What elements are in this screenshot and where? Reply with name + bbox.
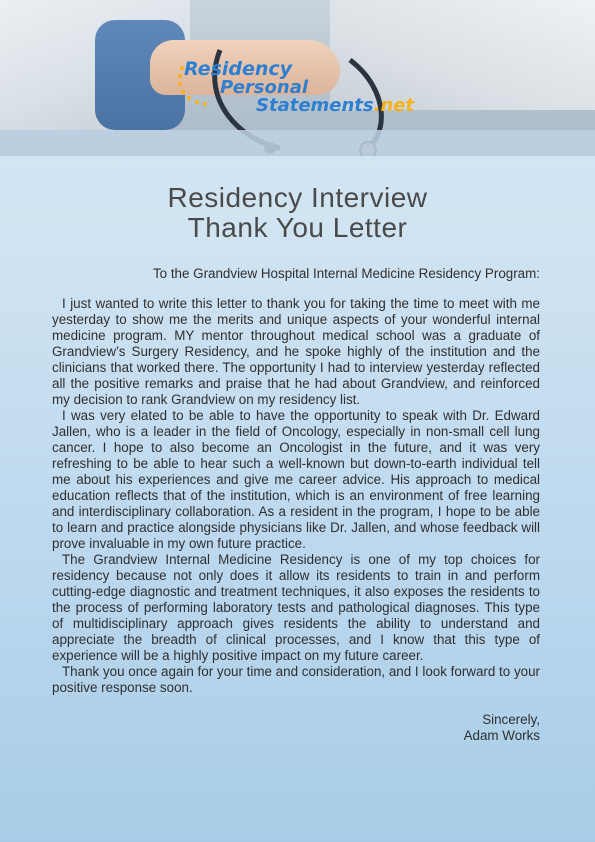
title-line-1: Residency Interview bbox=[167, 182, 428, 213]
letter-paragraph-4: Thank you once again for your time and consideration, and I look forward to your positive response soon. bbox=[52, 664, 540, 695]
letter-salutation: To the Grandview Hospital Internal Medicine Residency Program: bbox=[152, 266, 540, 281]
letter-paragraph-2: I was very elated to be able to have the opportunity to speak with Dr. Edward Jallen, who is a leader in the field of Oncology, especially in non-small cell lung cancer. I hope to also become an Oncologist in the future, and it was very refreshing to be able to hear such a well-known but down-to-earth individual tell me about his experiences and give me career advice. His approach to medical education reflects that of the institution, which is an environment of free learning and interdisciplinary collaboration. As a resident in the program, I hope to be able to learn and practice alongside physicians like Dr. Jallen, and whose feedback will prove invaluable in my own future practice. bbox=[52, 408, 540, 551]
letter-paragraph-3: The Grandview Internal Medicine Residency is one of my top choices for residency because not only does it allow its residents to train in and perform cutting-edge diagnostic and treatment techniques, it also exposes the residents to the process of performing laboratory tests and pathological diagnoses. This type of multidisciplinary approach gives residents the ability to understand and appreciate the breadth of clinical processes, and I know that this type of experience will be a highly positive impact on my future career. bbox=[52, 552, 540, 663]
logo-line-2: Personal bbox=[220, 77, 309, 98]
page-title bbox=[0, 183, 595, 243]
letter-closing bbox=[52, 712, 540, 744]
site-logo[interactable] bbox=[176, 58, 436, 122]
header-band bbox=[0, 130, 595, 156]
closing-phrase: Sincerely, bbox=[482, 712, 540, 727]
letter-body bbox=[52, 266, 540, 744]
signature-name: Adam Works bbox=[463, 728, 540, 743]
logo-line-3-main: Statements bbox=[256, 95, 374, 116]
logo-line-3 bbox=[256, 96, 414, 115]
header-banner bbox=[0, 0, 595, 156]
letter-paragraph-1: I just wanted to write this letter to thank you for taking the time to meet with me yesterday to show me the merits and unique aspects of your wonderful internal medicine program. MY mentor throughout medical school was a graduate of Grandview’s Surgery Residency, and he spoke highly of the institution and the clinicians that worked there. The opportunity I had to interview yesterday reflected all the positive remarks and praise that he had about Grandview, and reinforced my decision to rank Grandview on my residency list. bbox=[52, 296, 540, 407]
logo-line-3-ext: .net bbox=[373, 95, 415, 116]
title-line-2: Thank You Letter bbox=[187, 212, 408, 243]
logo-line-1: Residency bbox=[184, 58, 293, 80]
